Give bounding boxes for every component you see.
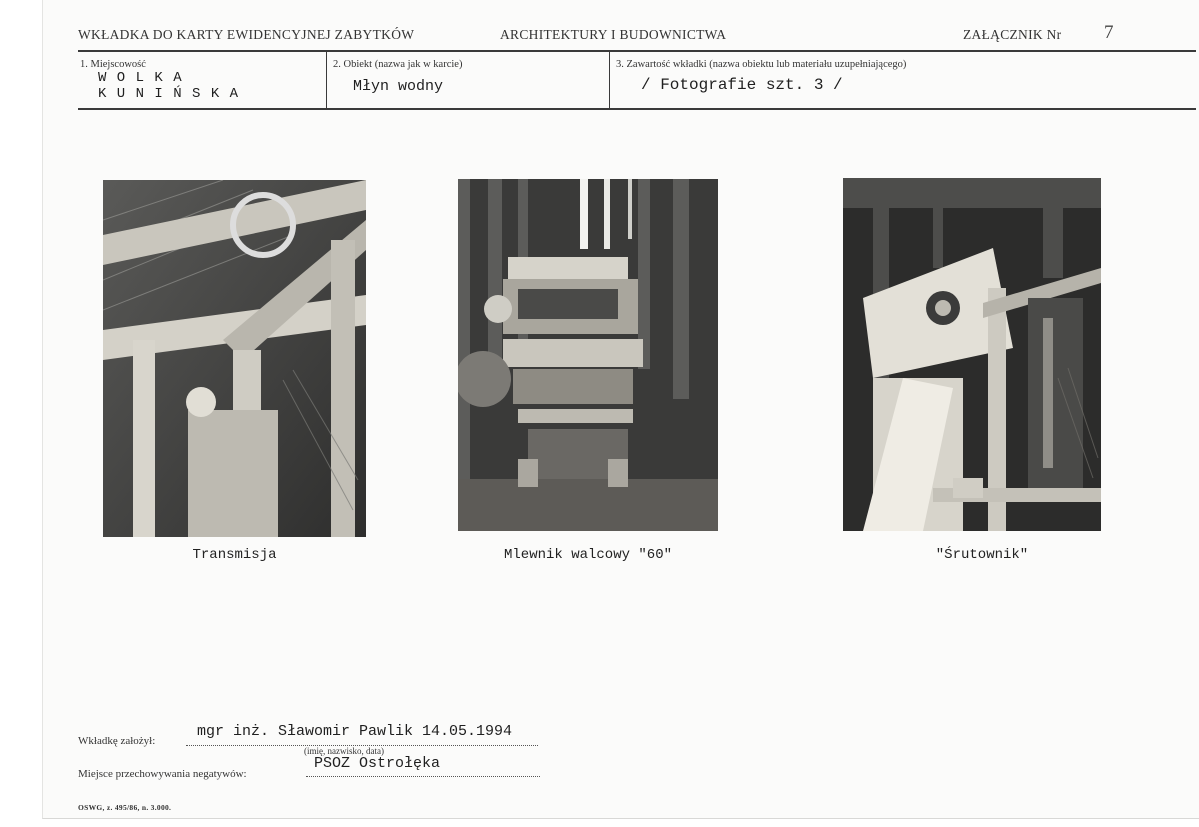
content-value: / Fotografie szt. 3 /	[641, 76, 843, 94]
caption-transmission: Transmisja	[192, 547, 277, 563]
caption-grinder: "Śrutownik"	[935, 547, 1029, 563]
author-hint: (imię, nazwisko, data)	[304, 746, 384, 756]
author-label: Wkładkę założył:	[78, 735, 156, 747]
header-bottom-rule	[78, 108, 1196, 110]
object-label: 2. Obiekt (nazwa jak w karcie)	[333, 59, 463, 70]
header-top-rule	[78, 50, 1196, 52]
storage-value: PSOZ Ostrołęka	[314, 755, 441, 772]
header-title-mid: ARCHITEKTURY I BUDOWNICTWA	[500, 27, 727, 42]
content-label: 3. Zawartość wkładki (nazwa obiektu lub materiału uzupełniającego)	[616, 59, 907, 70]
locality-line-2: K U N I Ń S K A	[98, 86, 240, 102]
photo-grinder	[843, 178, 1101, 531]
object-value: Młyn wodny	[353, 78, 444, 95]
storage-dotline	[306, 776, 540, 777]
photo-transmission	[103, 180, 366, 537]
locality-line-1: W O L K A	[98, 70, 183, 86]
storage-label: Miejsce przechowywania negatywów:	[78, 768, 247, 780]
author-value: mgr inż. Sławomir Pawlik 14.05.1994	[197, 723, 513, 740]
caption-roller-mill: Mlewnik walcowy "60"	[503, 547, 673, 563]
annex-number: 7	[1104, 22, 1114, 43]
field-divider-1	[326, 52, 327, 108]
locality-label: 1. Miejscowość	[80, 59, 146, 70]
annex-label: ZAŁĄCZNIK Nr	[963, 27, 1062, 42]
photo-roller-mill	[458, 179, 718, 531]
print-note: OSWG, z. 495/86, n. 3.000.	[78, 803, 172, 812]
field-divider-2	[609, 52, 610, 108]
header-title-left: WKŁADKA DO KARTY EWIDENCYJNEJ ZABYTKÓW	[78, 27, 415, 42]
